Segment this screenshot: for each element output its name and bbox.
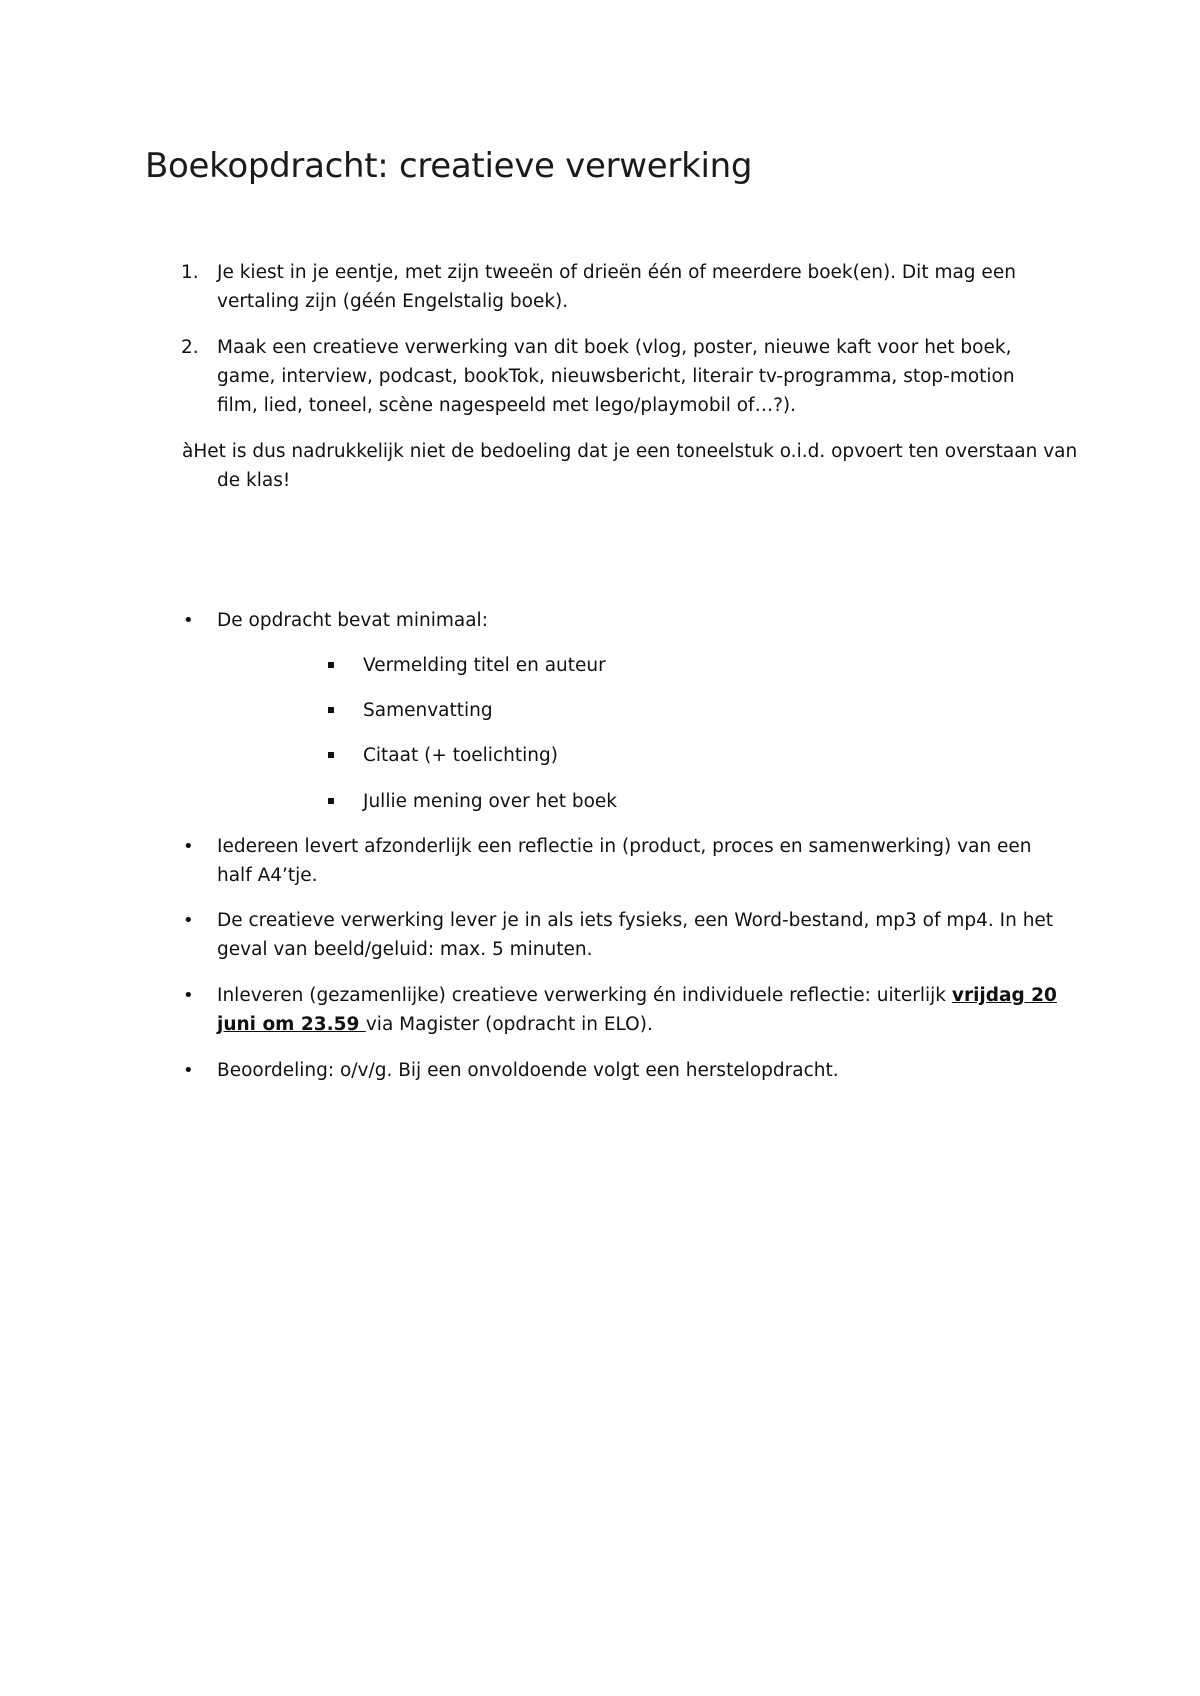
sub-item-samenvatting	[328, 696, 928, 725]
bullet-icon: •	[183, 836, 194, 857]
numbered-item-1	[145, 258, 1065, 316]
sub-item-citaat	[328, 741, 928, 770]
bullet-text: Beoordeling: o/v/g. Bij een onvoldoende volgt een herstelopdracht.	[217, 1060, 839, 1081]
bullet-text	[217, 981, 1072, 1039]
sub-item-text: Vermelding titel en auteur	[363, 655, 606, 676]
sub-item-text: Samenvatting	[363, 700, 493, 721]
square-bullet-icon	[328, 798, 334, 804]
bullet-item-reflectie	[145, 832, 1065, 890]
bullet-icon: •	[183, 1060, 194, 1081]
deadline-outro: via Magister (opdracht in ELO).	[365, 1014, 653, 1035]
note-first-line: àHet is dus nadrukkelijk niet de bedoeling dat je een toneelstuk o.i.d. opvoert ten overstaan van	[182, 441, 1078, 462]
sub-item-mening	[328, 787, 928, 816]
numbered-marker: 1.	[181, 262, 199, 283]
sub-item-vermelding	[328, 651, 928, 680]
numbered-marker: 2.	[181, 337, 199, 358]
deadline-date: vrijdag 20 juni om 23.59	[217, 985, 1057, 1035]
page-title: Boekopdracht: creatieve verwerking	[145, 146, 753, 186]
note-paragraph	[182, 437, 1082, 495]
square-bullet-icon	[328, 662, 334, 668]
sub-item-text: Citaat (+ toelichting)	[363, 745, 558, 766]
bullet-text: De creatieve verwerking lever je in als iets fysieks, een Word-bestand, mp3 of mp4. In het geval van beeld/geluid: max. 5 minuten.	[217, 910, 1054, 960]
note-continuation: de klas!	[217, 470, 291, 491]
bullet-text: Iedereen levert afzonderlijk een reflectie in (product, proces en samenwerking) van een half A4’tje.	[217, 836, 1032, 886]
bullet-icon: •	[183, 610, 194, 631]
numbered-item-2	[145, 333, 1065, 420]
square-bullet-icon	[328, 752, 334, 758]
bullet-item-opdracht	[145, 606, 1065, 635]
square-bullet-icon	[328, 707, 334, 713]
bullet-item-deadline	[145, 981, 1065, 1039]
bullet-icon: •	[183, 910, 194, 931]
numbered-item-text: Je kiest in je eentje, met zijn tweeën of drieën één of meerdere boek(en). Dit mag een vertaling zijn (géén Engelstalig boek).	[217, 262, 1016, 312]
sub-item-text: Jullie mening over het boek	[363, 791, 618, 812]
bullet-item-beoordeling	[145, 1056, 1065, 1085]
deadline-intro: Inleveren (gezamenlijke) creatieve verwerking én individuele reflectie: uiterlijk	[217, 985, 952, 1006]
bullet-text: De opdracht bevat minimaal:	[217, 610, 488, 631]
bullet-item-inleveren-vorm	[145, 906, 1065, 964]
numbered-item-text: Maak een creatieve verwerking van dit boek (vlog, poster, nieuwe kaft voor het boek, game, interview, podcast, bookTok, nieuwsbericht, literair tv-programma, stop-motion film, lied, toneel, scène nagespeeld met lego/playmobil of…?).	[217, 337, 1015, 416]
bullet-icon: •	[183, 985, 194, 1006]
